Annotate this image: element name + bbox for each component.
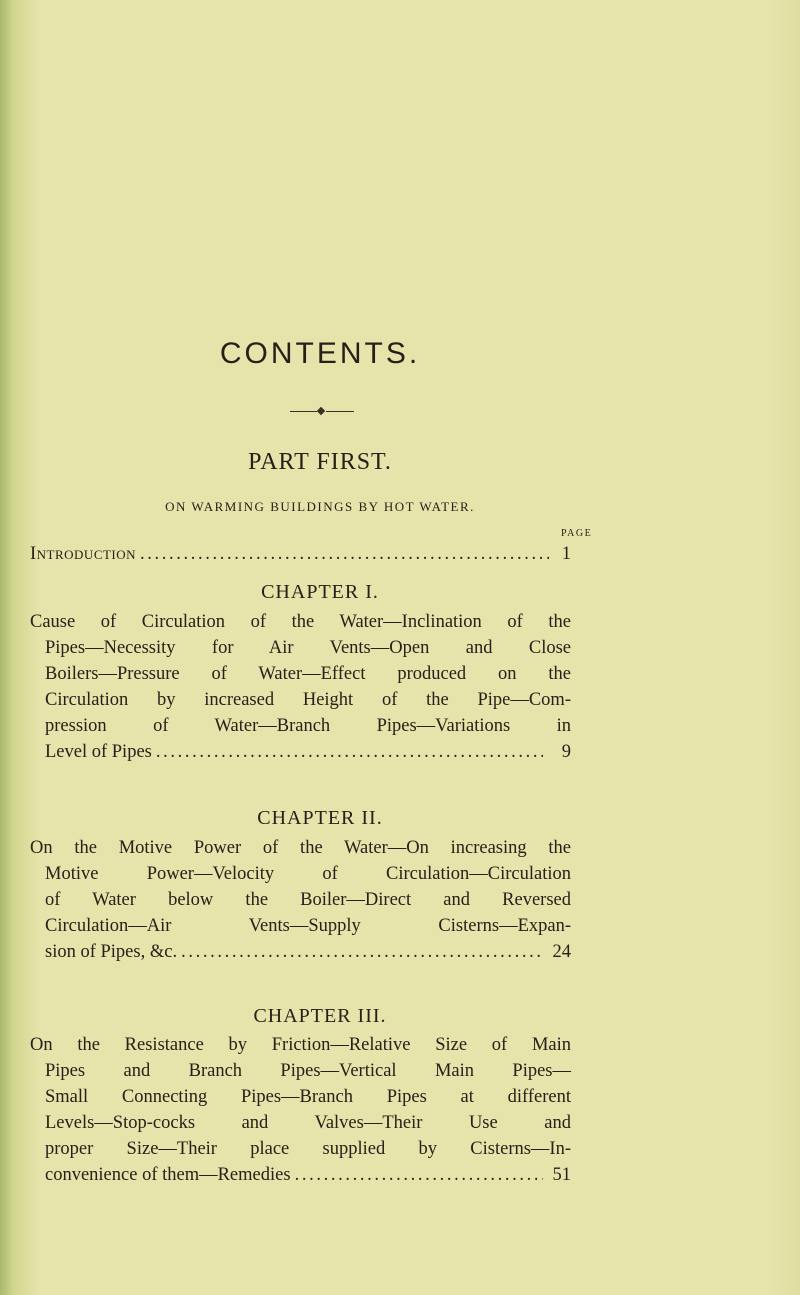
ornament-rule-right [326,411,354,412]
toc-entry-chapter-1[interactable] [30,609,571,765]
entry-line: Circulation by increased Height of the Pipe—Com- [45,690,571,710]
entry-line: Level of Pipes [45,742,152,762]
ornament-divider [290,407,354,417]
entry-line: of Water below the Boiler—Direct and Reversed [45,890,571,910]
ornament-rule-left [290,411,317,412]
entry-line: sion of Pipes, &c. [45,942,178,962]
entry-line: Small Connecting Pipes—Branch Pipes at different [45,1087,571,1107]
chapter-heading: CHAPTER I. [261,581,379,603]
entry-line: pression of Water—Branch Pipes—Variations in [45,716,571,736]
entry-last-line [45,939,571,965]
entry-label: Introduction [30,544,137,564]
entry-page-number: 51 [552,1165,571,1185]
entry-line: Pipes—Necessity for Air Vents—Open and Close [45,638,571,658]
entry-page-number: 9 [561,742,571,762]
contents-heading: CONTENTS. [219,337,421,370]
chapter-heading: CHAPTER II. [257,807,383,829]
entry-line: proper Size—Their place supplied by Cisterns—In- [45,1139,571,1159]
entry-line: On the Motive Power of the Water—On increasing the [30,838,571,858]
entry-page-number: 1 [561,544,571,564]
entry-line: Motive Power—Velocity of Circulation—Circulation [45,864,571,884]
entry-last-line [45,1162,571,1188]
toc-entry-chapter-2[interactable] [30,835,571,965]
dot-leader [140,541,549,567]
entry-line: Cause of Circulation of the Water—Inclination of the [30,612,571,632]
page-column-label: PAGE [561,528,593,539]
part-title: PART FIRST. [248,449,392,475]
chapter-heading: CHAPTER III. [253,1005,387,1027]
part-subtitle: ON WARMING BUILDINGS BY HOT WATER. [165,499,475,514]
dot-leader [181,939,543,965]
entry-line: Circulation—Air Vents—Supply Cisterns—Expan- [45,916,571,936]
dot-leader [156,739,543,765]
entry-line: On the Resistance by Friction—Relative Size of Main [30,1035,571,1055]
entry-page-number: 24 [552,942,571,962]
diamond-icon [317,407,325,415]
entry-line: convenience of them—Remedies [45,1165,291,1185]
entry-line: Pipes and Branch Pipes—Vertical Main Pipes— [45,1061,571,1081]
dot-leader [295,1162,543,1188]
toc-entry-chapter-3[interactable] [30,1032,571,1188]
entry-line: Levels—Stop-cocks and Valves—Their Use and [45,1113,571,1133]
entry-line: Boilers—Pressure of Water—Effect produced on the [45,664,571,684]
entry-last-line [45,739,571,765]
toc-entry-introduction[interactable] [30,541,571,567]
